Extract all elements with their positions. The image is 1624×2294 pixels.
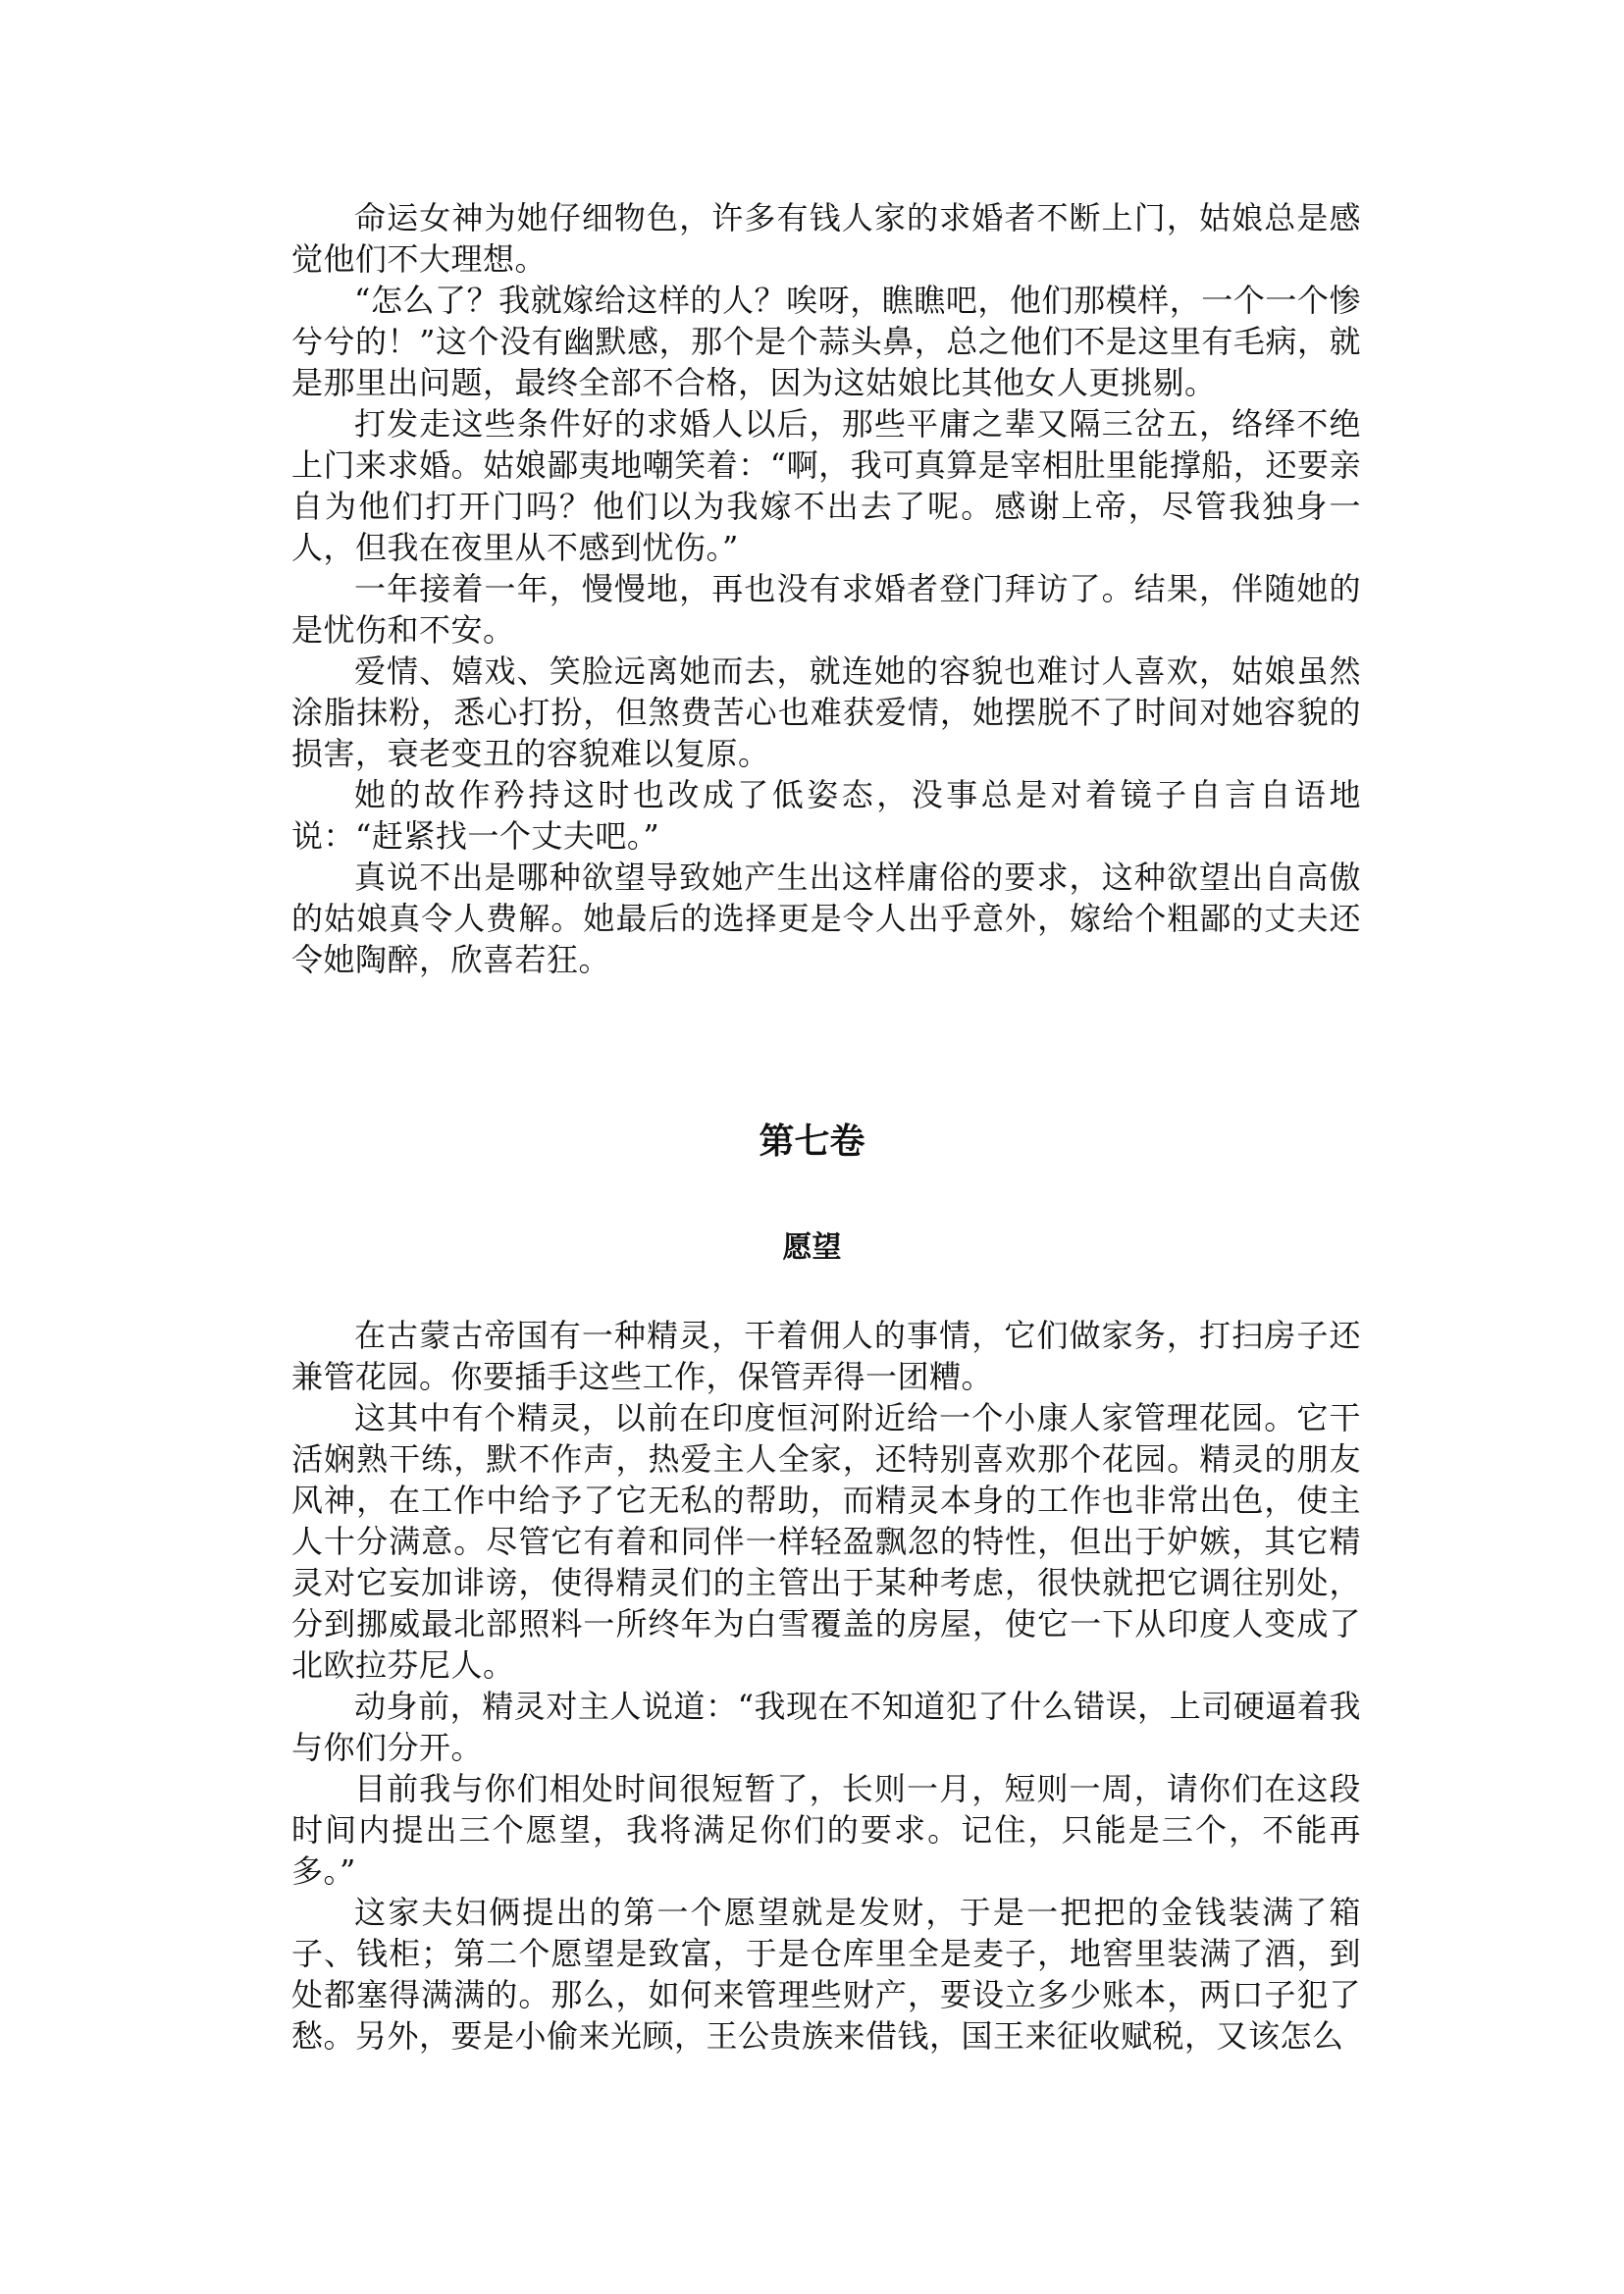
paragraph: 这家夫妇俩提出的第一个愿望就是发财，于是一把把的金钱装满了箱子、钱柜；第二个愿望是致富，于是仓库里全是麦子，地窖里装满了酒，到处都塞得满满的。那么，如何来管理些财产，要设立多少账本，两口子犯了愁。另外，要是小偷来光顾，王公贵族来借钱，国王来征收赋税，又该怎么 <box>291 1894 1361 2055</box>
previous-story-text <box>291 197 1361 980</box>
chapter-title: 愿望 <box>782 1230 842 1265</box>
paragraph: 真说不出是哪种欲望导致她产生出这样庸俗的要求，这种欲望出自高傲的姑娘真令人费解。她最后的选择更是令人出乎意外，嫁给个粗鄙的丈夫还令她陶醉，欣喜若狂。 <box>291 859 1361 978</box>
paragraph: 她的故作矜持这时也改成了低姿态，没事总是对着镜子自言自语地说：“赶紧找一个丈夫吧。” <box>291 776 1361 855</box>
volume-title: 第七卷 <box>759 1121 865 1162</box>
paragraph: “怎么了？我就嫁给这样的人？唉呀，瞧瞧吧，他们那模样，一个一个惨兮兮的！”这个没有幽默感，那个是个蒜头鼻，总之他们不是这里有毛病，就是那里出问题，最终全部不合格，因为这姑娘比其他女人更挑剔。 <box>291 282 1361 401</box>
chapter-body-text <box>291 1315 1361 2057</box>
paragraph: 一年接着一年，慢慢地，再也没有求婚者登门拜访了。结果，伴随她的是忧伤和不安。 <box>291 570 1361 649</box>
paragraph: 目前我与你们相处时间很短暂了，长则一月，短则一周，请你们在这段时间内提出三个愿望，我将满足你们的要求。记住，只能是三个，不能再多。” <box>291 1770 1361 1890</box>
paragraph: 命运女神为她仔细物色，许多有钱人家的求婚者不断上门，姑娘总是感觉他们不大理想。 <box>291 199 1361 278</box>
paragraph: 这其中有个精灵，以前在印度恒河附近给一个小康人家管理花园。它干活娴熟干练，默不作声，热爱主人全家，还特别喜欢那个花园。精灵的朋友风神，在工作中给予了它无私的帮助，而精灵本身的工作也非常出色，使主人十分满意。尽管它有着和同伴一样轻盈飘忽的特性，但出于妒嫉，其它精灵对它妄加诽谤，使得精灵们的主管出于某种考虑，很快就把它调往别处，分到挪威最北部照料一所终年为白雪覆盖的房屋，使它一下从印度人变成了北欧拉芬尼人。 <box>291 1399 1361 1684</box>
paragraph: 打发走这些条件好的求婚人以后，那些平庸之辈又隔三岔五，络绎不绝上门来求婚。姑娘鄙夷地嘲笑着：“啊，我可真算是宰相肚里能撑船，还要亲自为他们打开门吗？他们以为我嫁不出去了呢。感谢上帝，尽管我独身一人，但我在夜里从不感到忧伤。” <box>291 405 1361 566</box>
paragraph: 爱情、嬉戏、笑脸远离她而去，就连她的容貌也难讨人喜欢，姑娘虽然涂脂抹粉，悉心打扮，但煞费苦心也难获爱情，她摆脱不了时间对她容貌的损害，衰老变丑的容貌难以复原。 <box>291 652 1361 772</box>
paragraph: 在古蒙古帝国有一种精灵，干着佣人的事情，它们做家务，打扫房子还兼管花园。你要插手这些工作，保管弄得一团糟。 <box>291 1317 1361 1395</box>
paragraph: 动身前，精灵对主人说道：“我现在不知道犯了什么错误，上司硬逼着我与你们分开。 <box>291 1688 1361 1766</box>
